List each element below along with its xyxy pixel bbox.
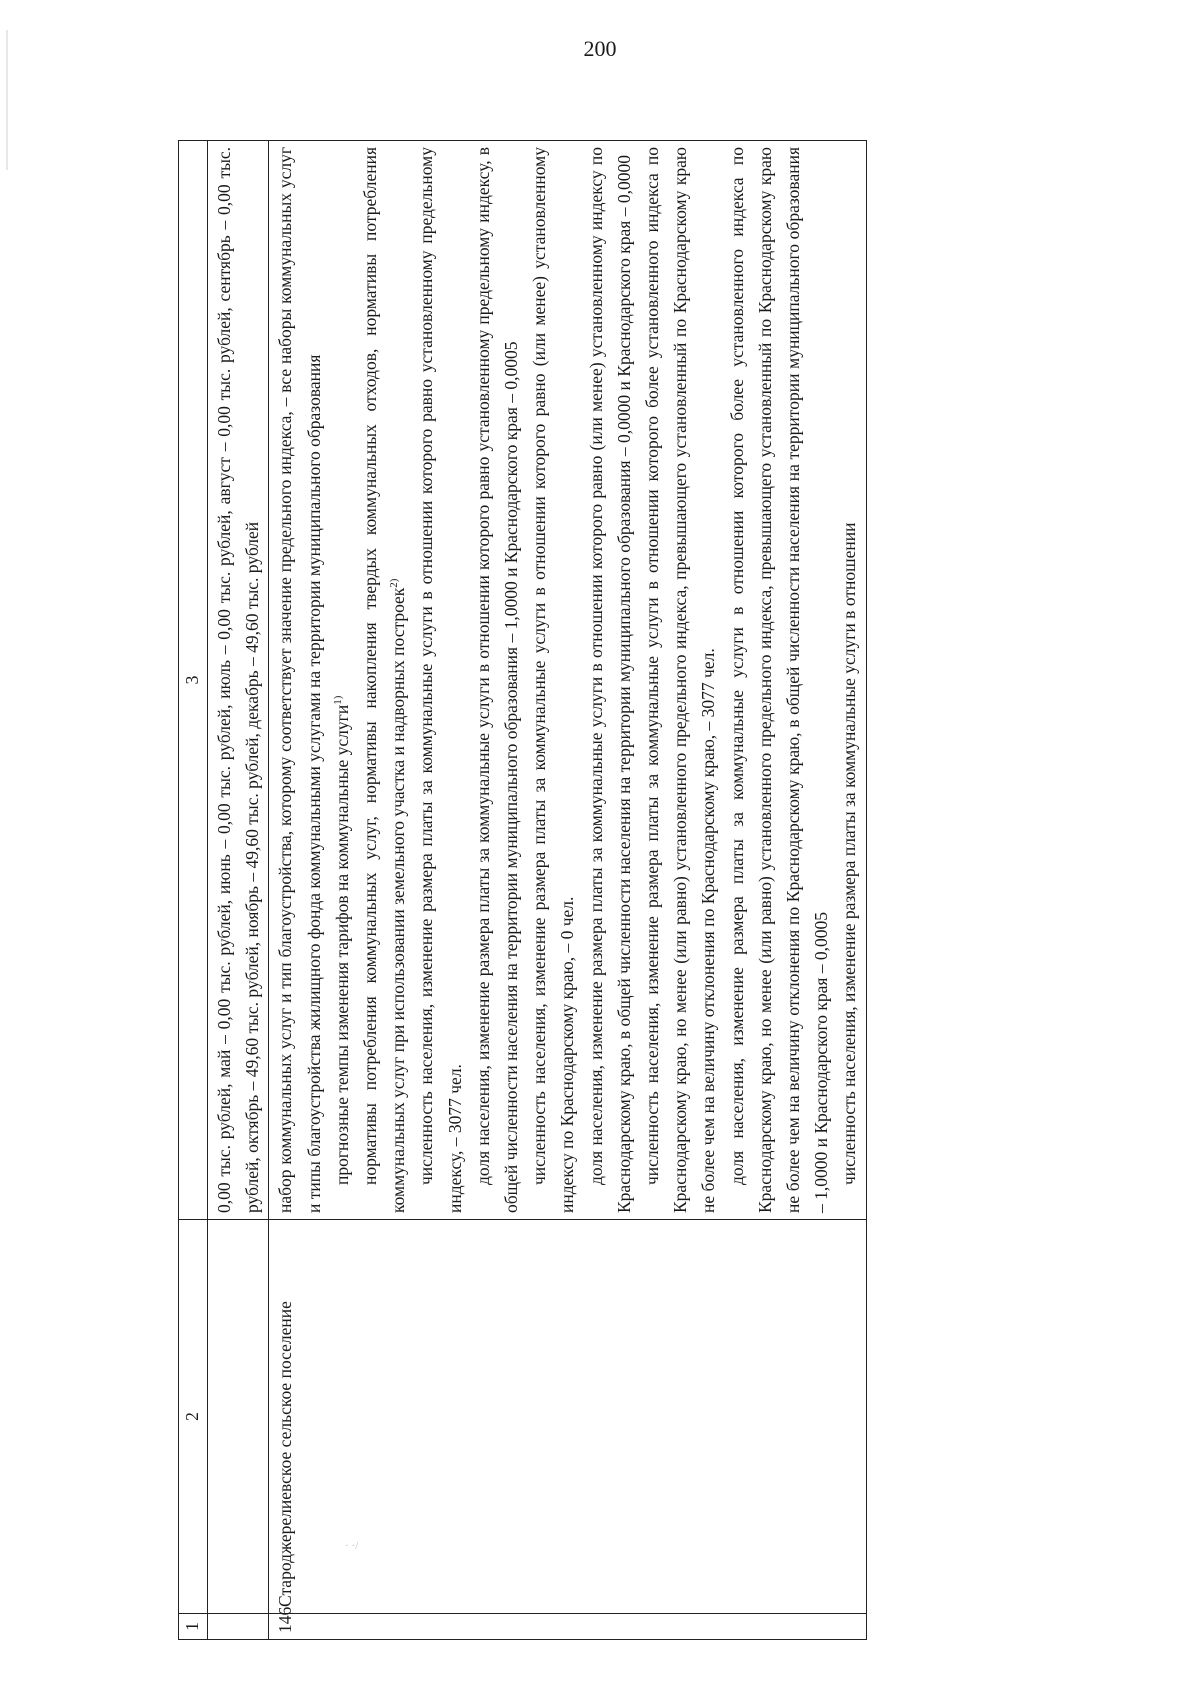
paragraph: численность населения, изменение размера платы за коммунальные услуги в отношении <box>839 522 860 1185</box>
paragraph <box>356 147 412 1213</box>
header-col-2: 2 <box>179 1220 208 1614</box>
footnote-ref: 1) <box>331 695 344 705</box>
row-number: 146 <box>269 1614 866 1640</box>
continuation-text: 0,00 тыс. рублей, май – 0,00 тыс. рублей, июнь – 0,00 тыс. рублей, июль – 0,00 тыс. рублей, август – 0,00 тыс. рублей, сентябрь – 0,00 тыс. рублей, октябрь – 49,60 тыс. рублей, ноябрь – 49,60 тыс. рублей, декабрь – 49,60 тыс. рублей <box>208 141 269 1220</box>
table-row-continuation <box>208 141 269 1640</box>
data-table <box>178 140 867 1640</box>
paragraph: доля населения, изменение размера платы за коммунальные услуги в отношении которого равно (или менее) установленному индексу по Краснодарскому краю, в общей численности населения на территории муниципального образования – 0,0000 и Краснодарского края – 0,0000 <box>585 147 634 1213</box>
paragraph <box>328 147 356 1213</box>
binding-edge-mark <box>6 30 8 170</box>
cell-empty <box>208 1220 269 1614</box>
header-col-3: 3 <box>179 141 208 1220</box>
row-description <box>269 141 866 1220</box>
table-row <box>269 141 866 1640</box>
rotated-table-container <box>178 140 1068 1640</box>
table-header-row <box>179 141 208 1640</box>
header-col-1: 1 <box>179 1614 208 1640</box>
paragraph: доля населения, изменение размера платы за коммунальные услуги в отношении которого равно установленному предельному индексу, в общей численности населения на территории муниципального образования – 1,0000 и Краснодарского края – 0,0005 <box>472 147 522 1213</box>
paragraph-text: прогнозные темпы изменения тарифов на коммунальные услуги <box>331 704 352 1185</box>
footnote-ref: 2) <box>388 578 401 588</box>
settlement-name: Староджерелиевское сельское поселение <box>269 1220 866 1614</box>
margin-scribble: · ·/ <box>345 1540 359 1552</box>
paragraph: набор коммунальных услуг и тип благоустройства, которому соответствует значение предельного индекса, – все наборы коммунальных услуг и типы благоустройства жилищного фонда коммунальными услугами на территории муниципального образования <box>275 147 324 1213</box>
paragraph: численность населения, изменение размера платы за коммунальные услуги в отношении которого равно установленному предельному индексу, – 3077 чел. <box>416 147 465 1213</box>
paragraph: численность населения, изменение размера платы за коммунальные услуги в отношении которого более установленного индекса по Краснодарскому краю, но менее (или равно) установленного предельного индекса, превышающего установленный по Краснодарскому краю не более чем на величину отклонения по Краснодарскому краю, – 3077 чел. <box>642 147 719 1213</box>
paragraph: доля населения, изменение размера платы за коммунальные услуги в отношении которого более установленного индекса по Краснодарскому краю, но менее (или равно) установленного предельного индекса, превышающего установленный по Краснодарскому краю не более чем на величину отклонения по Краснодарскому краю, в общей численности населения на территории муниципального образования – 1,0000 и Краснодарского края – 0,0005 <box>726 147 832 1213</box>
paragraph-text: нормативы потребления коммунальных услуг, нормативы накопления твердых коммунальных отходов, нормативы потребления коммунальных услуг при использовании земельного участка и надворных построек <box>360 147 409 1213</box>
cell-empty <box>208 1614 269 1640</box>
paragraph: численность населения, изменение размера платы за коммунальные услуги в отношении которого равно (или менее) установленному индексу по Краснодарскому краю, – 0 чел. <box>529 147 578 1213</box>
page-number: 200 <box>583 36 617 61</box>
